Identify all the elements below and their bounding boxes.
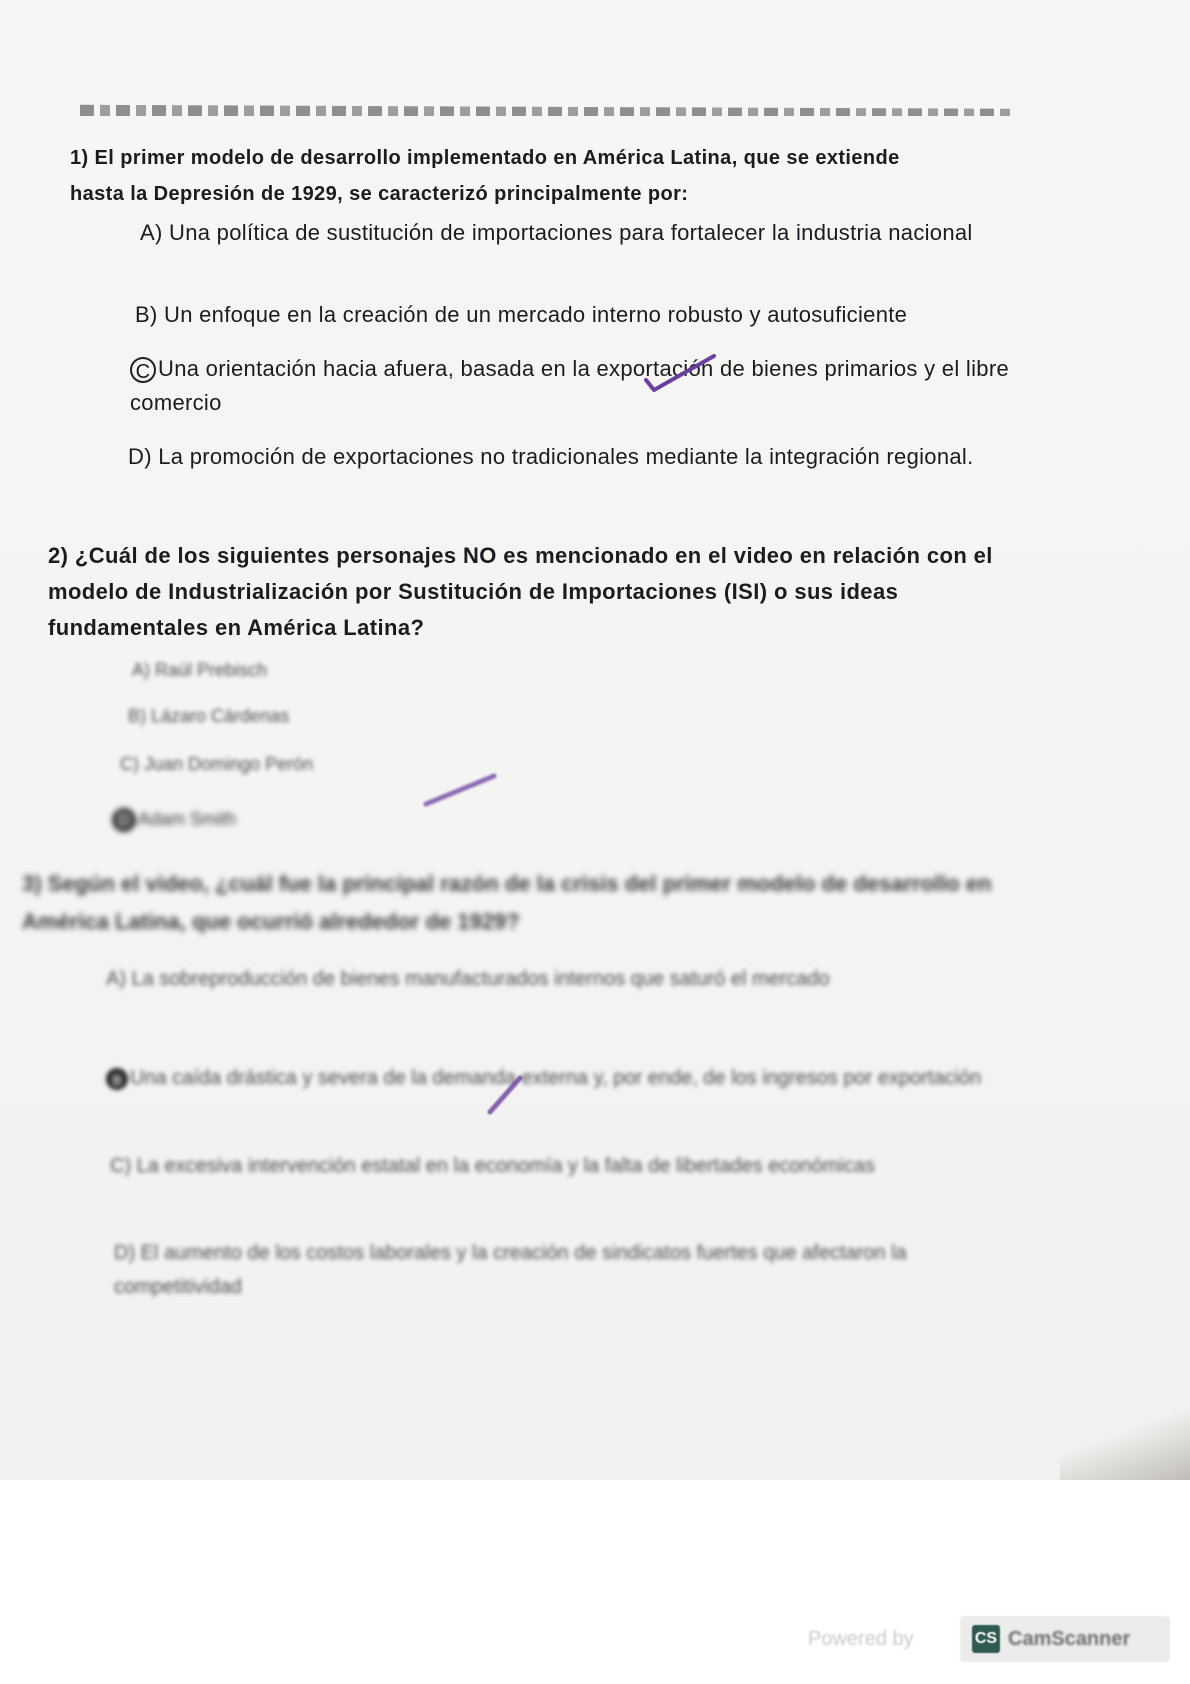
selected-answer-circle: D [112, 808, 136, 832]
pen-stroke-icon [480, 1070, 530, 1120]
question-3-option-b-text: Una caída drástica y severa de la demanda externa y, por ende, de los ingresos por exportación [130, 1067, 982, 1089]
question-3-option-d: D) El aumento de los costos laborales y la creación de sindicatos fuertes que afectaron la competitividad [114, 1242, 907, 1298]
question-3-option-a: A) La sobreproducción de bienes manufacturados internos que saturó el mercado [106, 968, 830, 990]
powered-by-label: Powered by [808, 1628, 914, 1650]
selected-answer-circle: B [106, 1068, 128, 1090]
pen-stroke-icon [420, 770, 500, 810]
question-2-title: 2) ¿Cuál de los siguientes personajes NO es mencionado en el video en relación con el modelo de Industrialización por Sustitución de Importaciones (ISI) o sus ideas fundamentales en América Latina? [48, 543, 993, 640]
header-line [80, 100, 1010, 116]
selected-answer-circle: C [130, 357, 156, 383]
question-3-title: 3) Según el video, ¿cuál fue la principal razón de la crisis del primer modelo de desarrollo en América Latina, que ocurrió alrededor de 1929? [22, 871, 992, 934]
question-3-option-b [106, 1060, 986, 1096]
question-2-option-b: B) Lázaro Cárdenas [128, 706, 290, 726]
question-2-option-d-text: Adam Smith [138, 808, 237, 829]
page-corner-shadow [1060, 1380, 1190, 1480]
question-1-option-a: A) Una política de sustitución de importaciones para fortalecer la industria nacional [140, 220, 973, 245]
camscanner-name: CamScanner [1008, 1628, 1131, 1650]
scanner-watermark [808, 1614, 1172, 1666]
question-2-option-a: A) Raúl Prebisch [132, 660, 268, 680]
question-1-option-c [130, 352, 1030, 420]
question-1-title: 1) El primer modelo de desarrollo implementado en América Latina, que se extiende hasta la Depresión de 1929, se caracterizó principalmente por: [70, 147, 900, 205]
camscanner-logo-letter: CS [974, 1630, 998, 1647]
question-1-option-b: B) Un enfoque en la creación de un mercado interno robusto y autosuficiente [135, 302, 908, 327]
question-1-option-d: D) La promoción de exportaciones no tradicionales mediante la integración regional. [128, 444, 974, 469]
camscanner-badge [960, 1616, 1170, 1662]
question-1-option-c-text: Una orientación hacia afuera, basada en la exportación de bienes primarios y el libre comercio [130, 356, 1009, 415]
checkmark-icon [640, 350, 720, 400]
question-2-option-d [112, 808, 236, 832]
question-3-option-c: C) La excesiva intervención estatal en la economía y la falta de libertades económicas [110, 1155, 875, 1177]
camscanner-logo-icon [972, 1625, 1000, 1653]
question-2-option-c: C) Juan Domingo Perón [120, 754, 314, 774]
